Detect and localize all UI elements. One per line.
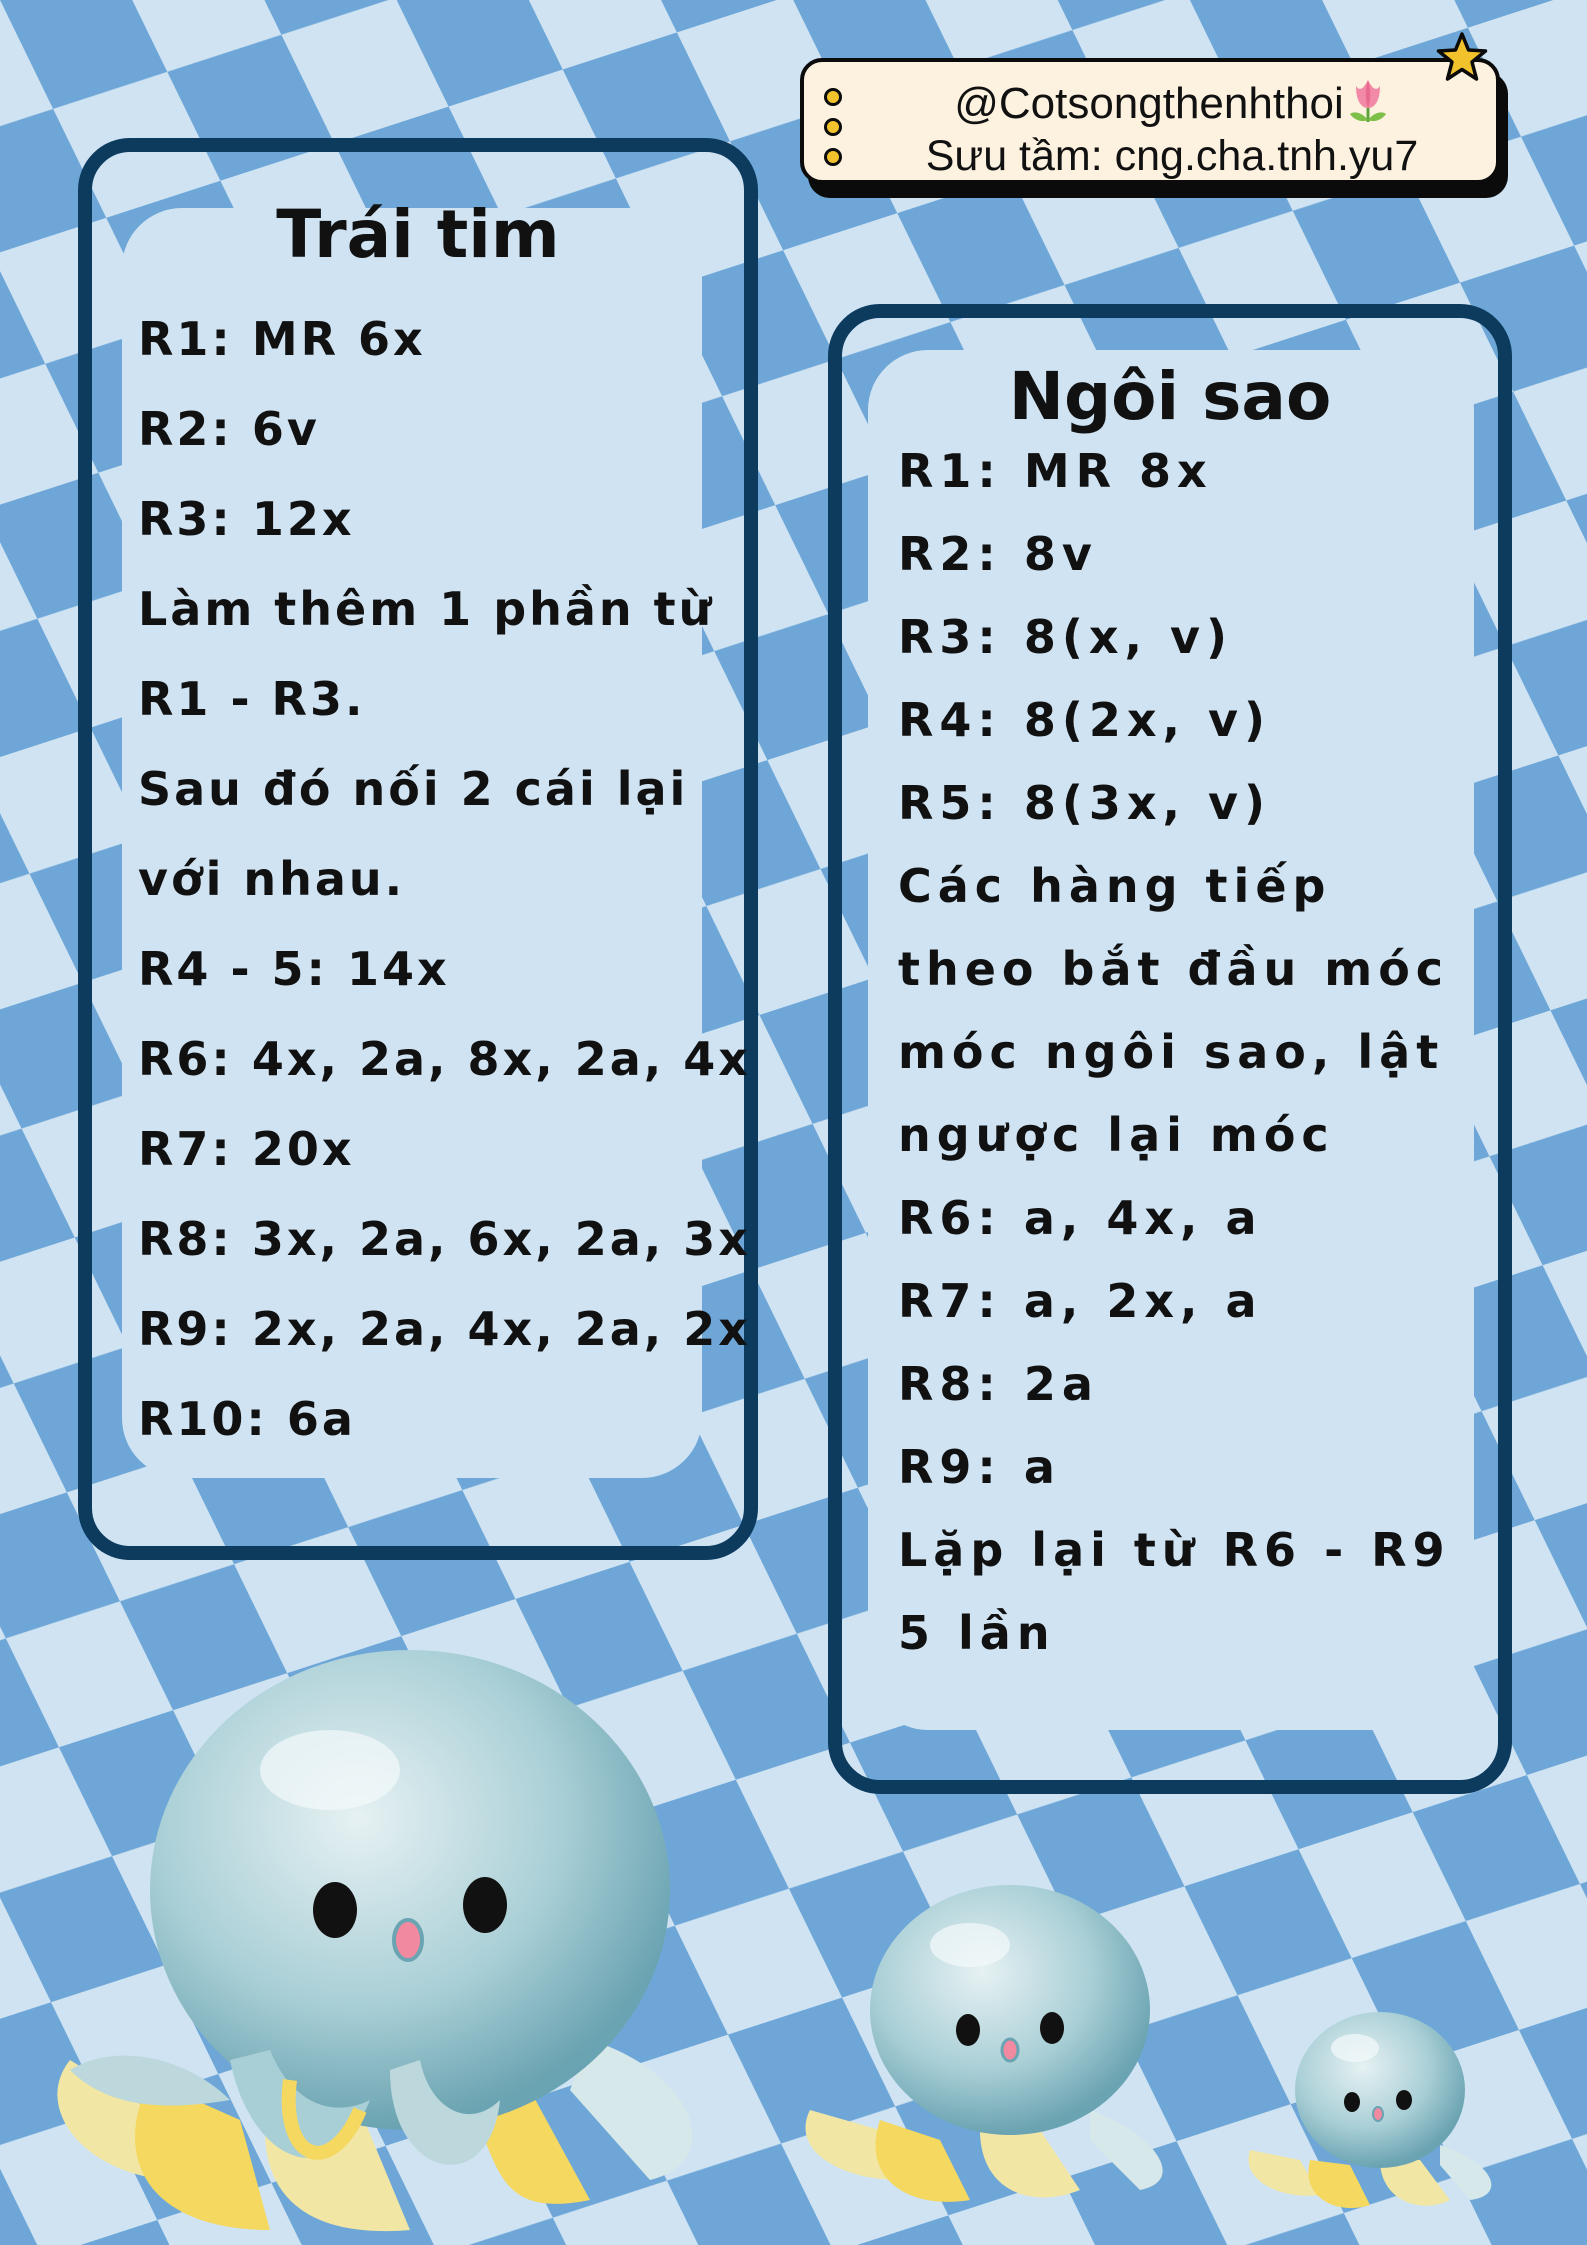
credit-line: Sưu tầm: cng.cha.tnh.yu7 bbox=[925, 132, 1419, 180]
heart-pattern-card bbox=[78, 138, 758, 1560]
instruction-line: R2: 8v bbox=[898, 527, 1098, 581]
star-icon bbox=[1434, 30, 1490, 86]
creator-tag bbox=[800, 58, 1510, 198]
instruction-line: R7: a, 2x, a bbox=[898, 1274, 1263, 1328]
octopus-small bbox=[1240, 2000, 1520, 2220]
instruction-line: R10: 6a bbox=[138, 1392, 356, 1446]
instruction-line: theo bắt đầu móc bbox=[898, 942, 1450, 996]
instruction-line: Lặp lại từ R6 - R9 bbox=[898, 1523, 1451, 1577]
heart-card-title: Trái tim bbox=[276, 196, 560, 273]
star-card-title: Ngôi sao bbox=[1008, 358, 1332, 435]
instruction-line: R7: 20x bbox=[138, 1122, 355, 1176]
instruction-line: R1: MR 8x bbox=[898, 444, 1213, 498]
instruction-line: với nhau. bbox=[138, 852, 406, 906]
instruction-line: R8: 2a bbox=[898, 1357, 1099, 1411]
instruction-line: R3: 12x bbox=[138, 492, 355, 546]
octopus-medium bbox=[790, 1880, 1240, 2220]
binder-ring bbox=[824, 88, 842, 106]
star-instructions bbox=[898, 430, 1451, 1675]
binder-ring bbox=[824, 118, 842, 136]
instruction-line: Sau đó nối 2 cái lại bbox=[138, 762, 689, 816]
creator-handle: @Cotsongthenhthoi bbox=[954, 79, 1344, 128]
instruction-line: R6: 4x, 2a, 8x, 2a, 4x bbox=[138, 1032, 751, 1086]
instruction-line: Các hàng tiếp bbox=[898, 859, 1332, 913]
tag-box bbox=[800, 58, 1500, 184]
instruction-line: R1: MR 6x bbox=[138, 312, 426, 366]
instruction-line: 5 lần bbox=[898, 1606, 1056, 1660]
instruction-line: R8: 3x, 2a, 6x, 2a, 3x bbox=[138, 1212, 751, 1266]
instruction-line: R3: 8(x, v) bbox=[898, 610, 1234, 664]
instruction-line: R9: 2x, 2a, 4x, 2a, 2x bbox=[138, 1302, 751, 1356]
instruction-line: móc ngôi sao, lật bbox=[898, 1025, 1445, 1079]
tulip-icon bbox=[1346, 76, 1390, 124]
instruction-line: R6: a, 4x, a bbox=[898, 1191, 1263, 1245]
heart-instructions bbox=[138, 294, 751, 1464]
instruction-line: R2: 6v bbox=[138, 402, 320, 456]
instruction-line: R4: 8(2x, v) bbox=[898, 693, 1272, 747]
instruction-line: R9: a bbox=[898, 1440, 1061, 1494]
instruction-line: R1 - R3. bbox=[138, 672, 366, 726]
star-pattern-card bbox=[828, 304, 1512, 1794]
octopus-large bbox=[30, 1640, 790, 2240]
instruction-line: Làm thêm 1 phần từ bbox=[138, 582, 715, 636]
instruction-line: ngược lại móc bbox=[898, 1108, 1335, 1162]
instruction-line: R5: 8(3x, v) bbox=[898, 776, 1272, 830]
instruction-line: R4 - 5: 14x bbox=[138, 942, 450, 996]
binder-ring bbox=[824, 148, 842, 166]
